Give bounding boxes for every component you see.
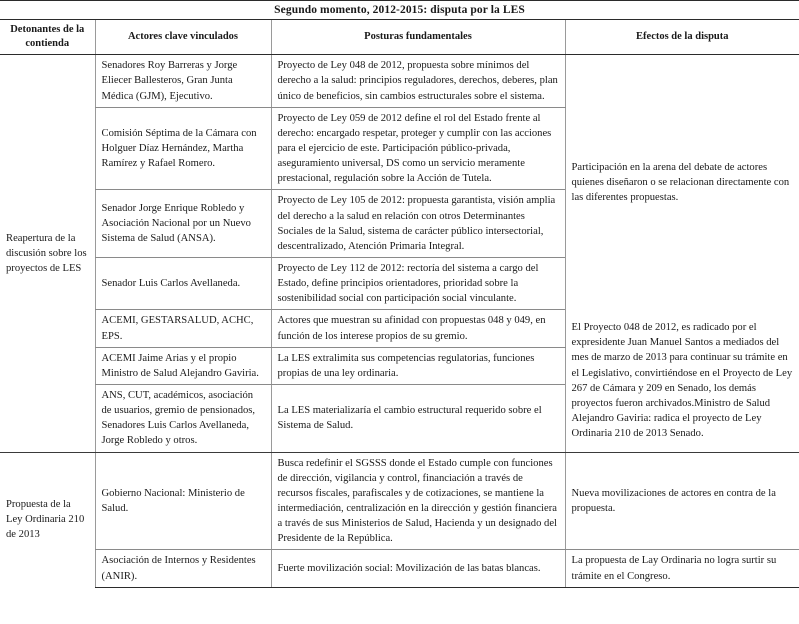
posturas-cell: Actores que muestran su afinidad con propuestas 048 y 049, en función de los interese propios de su gremio. — [271, 310, 565, 347]
actores-cell: Senador Jorge Enrique Robledo y Asociación Nacional por un Nuevo Sistema de Salud (ANSA). — [95, 190, 271, 258]
actores-cell: ANS, CUT, académicos, asociación de usuarios, gremio de pensionados, Senadores Luis Carlos Avellaneda, Jorge Robledo y otros. — [95, 385, 271, 453]
table-row — [0, 452, 799, 550]
column-header-posturas: Posturas fundamentales — [271, 20, 565, 55]
table-row — [0, 55, 799, 107]
posturas-cell: Fuerte movilización social: Movilización de las batas blancas. — [271, 550, 565, 587]
posturas-cell: Proyecto de Ley 059 de 2012 define el rol del Estado frente al derecho: encargado respetar, proteger y cumplir con las acciones para el ejercicio de este. Participación público-privada, aseguramiento universal, DS como un servicio meramente prestacional, regulación sobre la Acción de Tutela. — [271, 107, 565, 190]
table-title-row — [0, 1, 799, 20]
table-row — [0, 550, 799, 587]
posturas-cell: Proyecto de Ley 112 de 2012: rectoría del sistema a cargo del Estado, define principios orientadores, prioridad sobre la sostenibilidad social con participación social vinculante. — [271, 258, 565, 310]
detonante-cell-propuesta: Propuesta de la Ley Ordinaria 210 de 2013 — [0, 452, 95, 587]
actores-cell: Comisión Séptima de la Cámara con Holguer Díaz Hernández, Martha Ramírez y Rafael Romero. — [95, 107, 271, 190]
posturas-cell: Proyecto de Ley 048 de 2012, propuesta sobre mínimos del derecho a la salud: principios reguladores, derechos, deberes, plan único de beneficios, sin cambios estructurales sobre el sistema. — [271, 55, 565, 107]
efectos-cell: La propuesta de Lay Ordinaria no logra surtir su trámite en el Congreso. — [565, 550, 799, 587]
efectos-cell-group-2: El Proyecto 048 de 2012, es radicado por el expresidente Juan Manuel Santos a mediados del mes de marzo de 2013 para continuar su trámite en el Legislativo, convirtiéndose en el Proyecto de Ley 267 de Cámara y 209 en Senado, los demás proyectos fueron archivados.Ministro de Salud Alejandro Gaviria: radica el proyecto de Ley Ordinaria 210 de 2013 Senado. — [565, 310, 799, 452]
actores-cell: Senador Luis Carlos Avellaneda. — [95, 258, 271, 310]
posturas-cell: Busca redefinir el SGSSS donde el Estado cumple con funciones de dirección, vigilancia y control, financiación a través de recursos fiscales, parafiscales y de cotizaciones, se mantiene la intermediación, centralización en la dirección y gestión financiera a través de sus Ministerios de Salud, Hacienda y un designado del Presidente de la República. — [271, 452, 565, 550]
table-header-row — [0, 20, 799, 55]
actores-cell: Asociación de Internos y Residentes (ANIR). — [95, 550, 271, 587]
actores-cell: ACEMI Jaime Arias y el propio Ministro de Salud Alejandro Gaviria. — [95, 347, 271, 384]
posturas-cell: La LES materializaría el cambio estructural requerido sobre el Sistema de Salud. — [271, 385, 565, 453]
posturas-cell: Proyecto de Ley 105 de 2012: propuesta garantista, visión amplia del derecho a la salud en relación con otros Determinantes Sociales de la Salud, sistema de carácter público intersectorial, descentralizado, Atención Primaria Integral. — [271, 190, 565, 258]
column-header-detonantes: Detonantes de la contienda — [0, 20, 95, 55]
actores-cell: ACEMI, GESTARSALUD, ACHC, EPS. — [95, 310, 271, 347]
efectos-cell: Nueva movilizaciones de actores en contra de la propuesta. — [565, 452, 799, 550]
posturas-cell: La LES extralimita sus competencias regulatorias, funciones propias de una ley ordinaria. — [271, 347, 565, 384]
table-title: Segundo momento, 2012-2015: disputa por la LES — [0, 1, 799, 20]
actores-cell: Gobierno Nacional: Ministerio de Salud. — [95, 452, 271, 550]
efectos-cell-group-1: Participación en la arena del debate de actores quienes diseñaron o se relacionan directamente con las diferentes propuestas. — [565, 55, 799, 310]
detonante-cell-reapertura: Reapertura de la discusión sobre los proyectos de LES — [6, 232, 87, 275]
table-row — [0, 310, 799, 347]
column-header-actores: Actores clave vinculados — [95, 20, 271, 55]
column-header-efectos: Efectos de la disputa — [565, 20, 799, 55]
actores-cell: Senadores Roy Barreras y Jorge Eliecer Ballesteros, Gran Junta Médica (GJM), Ejecutivo. — [95, 55, 271, 107]
